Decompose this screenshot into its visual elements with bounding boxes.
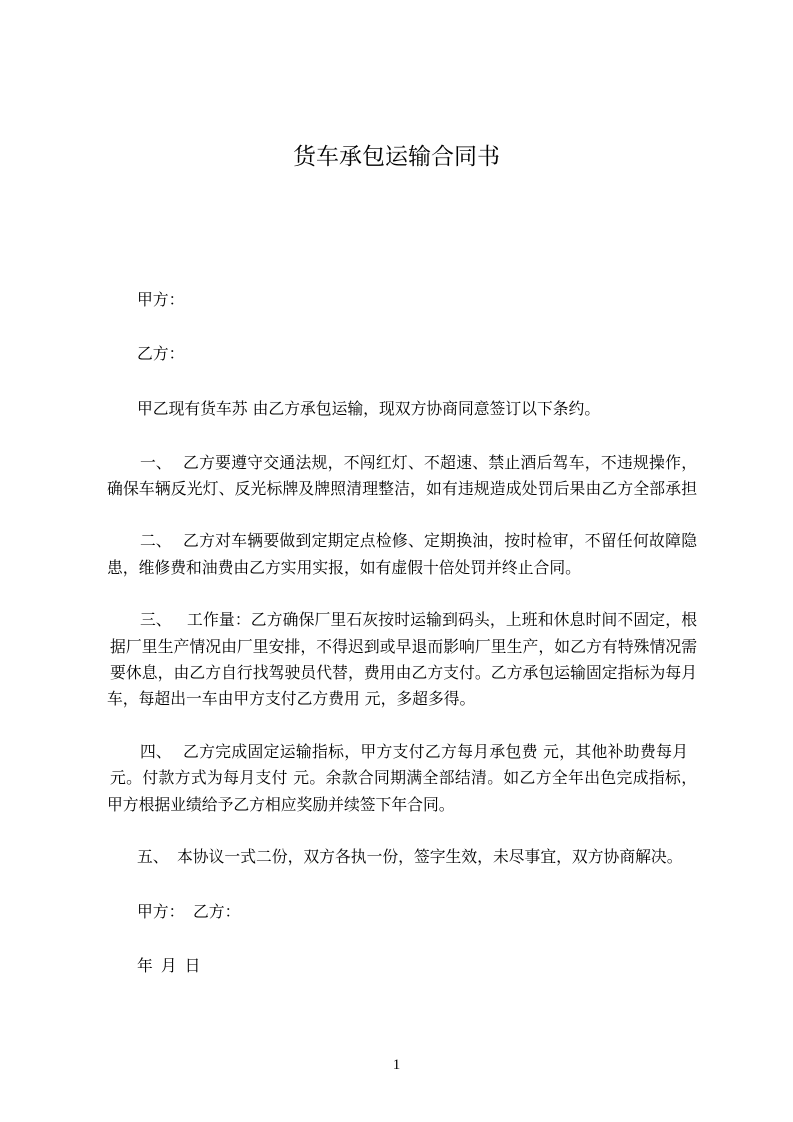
clause-line: 据厂里生产情况由厂里安排，不得迟到或早退而影响厂里生产，如乙方有特殊情况需 xyxy=(110,637,697,656)
document-title: 货车承包运输合同书 xyxy=(293,144,500,170)
clause-line: 乙方对车辆要做到定期定点检修、定期换油，按时检审，不留任何故障隐 xyxy=(183,531,697,550)
clause-number: 一、 xyxy=(140,453,172,472)
clause-line: 车，每超出一车由甲方支付乙方费用 元，多超多得。 xyxy=(107,689,476,708)
clause-line: 要休息，由乙方自行找驾驶员代替，费用由乙方支付。乙方承包运输固定指标为每月 xyxy=(110,663,697,682)
intro-paragraph: 甲乙现有货车苏 由乙方承包运输，现双方协商同意签订以下条约。 xyxy=(137,399,601,418)
signature-party-b: 乙方： xyxy=(193,902,241,921)
clause-line: 甲方根据业绩给予乙方相应奖励并续签下年合同。 xyxy=(107,795,455,814)
clause-number: 二、 xyxy=(140,531,172,550)
clause-line: 元。付款方式为每月支付 元。余款合同期满全部结清。如乙方全年出色完成指标， xyxy=(110,768,697,787)
clause-number: 三、 xyxy=(140,610,172,629)
clause-number: 五、 xyxy=(137,847,169,866)
clause-line: 工作量：乙方确保厂里石灰按时运输到码头，上班和休息时间不固定，根 xyxy=(187,610,697,629)
date-line: 年 月 日 xyxy=(137,956,201,975)
party-a-label: 甲方： xyxy=(137,290,185,309)
clause-line: 本协议一式二份，双方各执一份，签字生效，未尽事宜，双方协商解决。 xyxy=(177,847,683,866)
clause-line: 乙方完成固定运输指标，甲方支付乙方每月承包费 元，其他补助费每月 xyxy=(183,742,688,761)
clause-line: 乙方要遵守交通法规，不闯红灯、不超速、禁止酒后驾车，不违规操作， xyxy=(183,453,697,472)
clause-number: 四、 xyxy=(140,742,172,761)
party-b-label: 乙方： xyxy=(137,344,185,363)
clause-line: 患，维修费和油费由乙方实用实报，如有虚假十倍处罚并终止合同。 xyxy=(107,558,581,577)
page-number: 1 xyxy=(392,1057,401,1073)
signature-party-a: 甲方： xyxy=(137,902,185,921)
clause-line: 确保车辆反光灯、反光标牌及牌照清理整洁，如有违规造成处罚后果由乙方全部承担 xyxy=(107,479,697,498)
